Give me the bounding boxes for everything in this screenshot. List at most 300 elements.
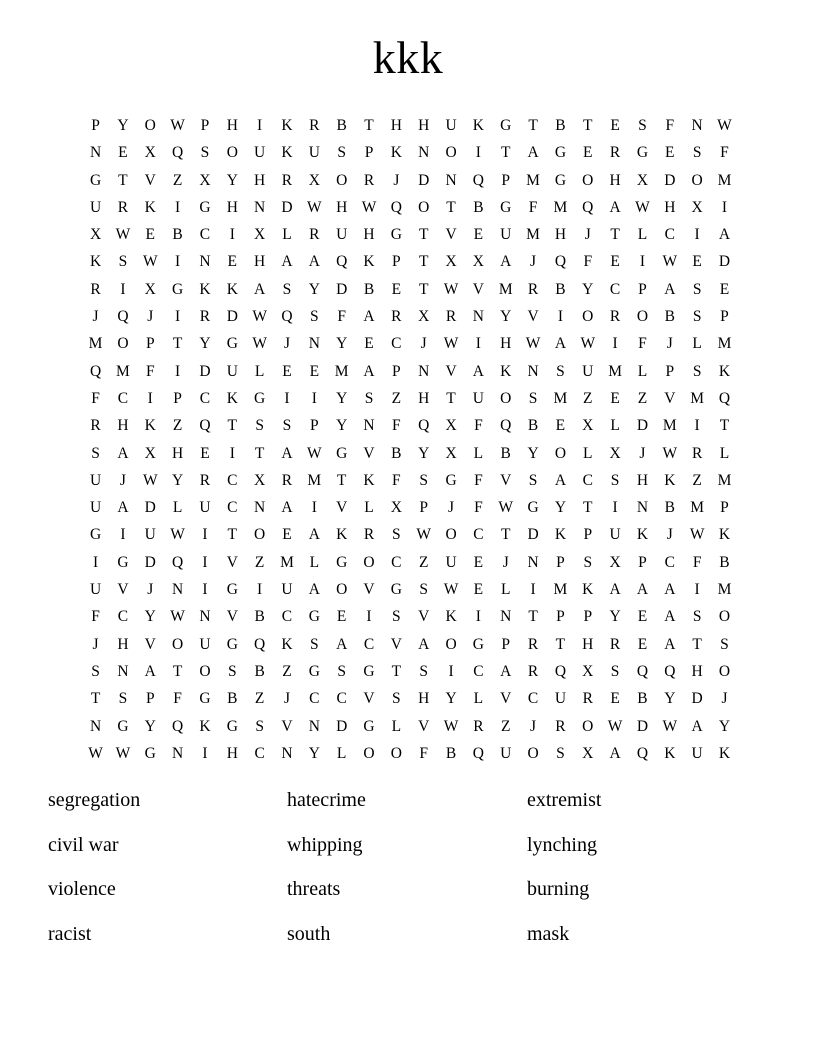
grid-letter[interactable]: I — [92, 553, 99, 571]
grid-letter[interactable]: C — [391, 335, 402, 353]
grid-letter[interactable]: S — [255, 717, 265, 735]
grid-letter[interactable]: G — [445, 471, 457, 489]
grid-letter[interactable]: K — [718, 362, 731, 380]
grid-letter[interactable]: F — [337, 308, 347, 326]
grid-letter[interactable]: I — [175, 198, 181, 216]
grid-letter[interactable]: R — [90, 280, 101, 298]
grid-letter[interactable]: K — [226, 389, 239, 407]
grid-letter[interactable]: C — [281, 608, 293, 626]
grid-letter[interactable]: W — [252, 308, 268, 326]
grid-letter[interactable]: G — [226, 335, 239, 353]
grid-letter[interactable]: A — [117, 444, 129, 462]
grid-letter[interactable]: Z — [172, 417, 183, 435]
grid-letter[interactable]: S — [282, 417, 292, 435]
grid-letter[interactable]: U — [308, 144, 321, 162]
grid-letter[interactable]: G — [390, 226, 403, 244]
grid-letter[interactable]: S — [337, 662, 347, 680]
grid-letter[interactable]: V — [144, 635, 157, 653]
grid-letter[interactable]: G — [144, 744, 157, 762]
grid-letter[interactable]: J — [393, 171, 400, 189]
grid-letter[interactable]: L — [336, 744, 347, 762]
grid-letter[interactable]: T — [446, 198, 456, 216]
grid-letter[interactable]: F — [91, 389, 101, 407]
grid-letter[interactable]: A — [500, 253, 512, 271]
grid-letter[interactable]: R — [117, 198, 129, 216]
grid-letter[interactable]: M — [662, 417, 677, 435]
grid-letter[interactable]: N — [308, 717, 321, 735]
grid-letter[interactable]: A — [636, 581, 649, 599]
grid-letter[interactable]: S — [556, 744, 565, 762]
grid-letter[interactable]: Y — [554, 499, 567, 517]
grid-letter[interactable]: O — [582, 717, 594, 735]
grid-letter[interactable]: D — [527, 526, 539, 544]
grid-letter[interactable]: P — [310, 417, 319, 435]
grid-letter[interactable]: U — [472, 389, 485, 407]
grid-letter[interactable]: J — [639, 444, 646, 462]
grid-letter[interactable]: G — [554, 144, 567, 162]
grid-letter[interactable]: X — [609, 444, 621, 462]
grid-letter[interactable]: S — [692, 280, 702, 298]
grid-letter[interactable]: W — [416, 526, 432, 544]
word-list-item[interactable]: violence — [48, 878, 116, 900]
grid-letter[interactable]: V — [363, 444, 375, 462]
grid-letter[interactable]: M — [717, 335, 732, 353]
grid-letter[interactable]: W — [170, 117, 186, 134]
grid-letter[interactable]: I — [366, 608, 372, 626]
grid-letter[interactable]: X — [609, 553, 621, 571]
grid-letter[interactable]: U — [554, 690, 567, 708]
grid-letter[interactable]: I — [448, 662, 454, 680]
grid-letter[interactable]: Y — [117, 117, 129, 134]
grid-letter[interactable]: K — [336, 526, 348, 544]
grid-letter[interactable]: S — [692, 308, 702, 326]
grid-letter[interactable]: U — [89, 499, 102, 517]
grid-letter[interactable]: F — [692, 553, 702, 571]
grid-letter[interactable]: A — [308, 253, 321, 271]
grid-letter[interactable]: P — [392, 362, 401, 380]
grid-letter[interactable]: H — [117, 635, 129, 653]
word-list-item[interactable]: segregation — [48, 789, 141, 811]
grid-letter[interactable]: S — [118, 253, 128, 271]
grid-letter[interactable]: H — [582, 635, 594, 653]
grid-letter[interactable]: C — [199, 226, 211, 244]
grid-letter[interactable]: O — [172, 635, 184, 653]
grid-letter[interactable]: G — [472, 635, 485, 653]
grid-letter[interactable]: H — [554, 226, 567, 244]
grid-letter[interactable]: I — [612, 499, 618, 517]
word-list-item[interactable]: civil war — [48, 833, 119, 856]
grid-letter[interactable]: G — [336, 553, 348, 571]
grid-letter[interactable]: P — [145, 690, 155, 708]
grid-letter[interactable]: S — [118, 690, 128, 708]
grid-letter[interactable]: I — [694, 581, 700, 599]
grid-letter[interactable]: S — [364, 389, 374, 407]
grid-letter[interactable]: M — [553, 581, 568, 599]
grid-letter[interactable]: Y — [226, 171, 239, 189]
grid-letter[interactable]: Q — [718, 389, 731, 407]
grid-letter[interactable]: Y — [527, 444, 539, 462]
grid-letter[interactable]: O — [554, 444, 567, 462]
grid-letter[interactable]: B — [172, 226, 183, 244]
grid-letter[interactable]: T — [118, 171, 128, 189]
grid-letter[interactable]: K — [281, 144, 293, 162]
grid-letter[interactable]: X — [582, 662, 594, 680]
grid-letter[interactable]: K — [226, 280, 239, 298]
grid-letter[interactable]: C — [199, 389, 211, 407]
grid-letter[interactable]: I — [530, 581, 536, 599]
grid-letter[interactable]: B — [637, 690, 648, 708]
grid-letter[interactable]: W — [443, 335, 459, 353]
word-list-item[interactable]: hatecrime — [287, 789, 366, 811]
grid-letter[interactable]: M — [690, 389, 705, 407]
grid-letter[interactable]: X — [418, 308, 430, 326]
grid-letter[interactable]: I — [257, 117, 263, 134]
grid-letter[interactable]: Y — [418, 444, 430, 462]
grid-letter[interactable]: Q — [281, 308, 293, 326]
grid-letter[interactable]: I — [257, 581, 263, 599]
grid-letter[interactable]: E — [473, 581, 484, 599]
grid-letter[interactable]: R — [609, 635, 621, 653]
grid-letter[interactable]: T — [446, 389, 456, 407]
grid-letter[interactable]: G — [336, 444, 348, 462]
grid-letter[interactable]: A — [500, 662, 512, 680]
grid-letter[interactable]: B — [719, 553, 730, 571]
grid-letter[interactable]: U — [445, 117, 457, 134]
grid-letter[interactable]: M — [498, 280, 513, 298]
grid-letter[interactable]: C — [582, 471, 594, 489]
grid-letter[interactable]: S — [720, 635, 729, 653]
grid-letter[interactable]: M — [608, 362, 623, 380]
grid-letter[interactable]: X — [390, 499, 403, 517]
grid-letter[interactable]: A — [527, 144, 539, 162]
grid-letter[interactable]: F — [583, 253, 593, 271]
grid-letter[interactable]: K — [390, 144, 403, 162]
grid-letter[interactable]: U — [199, 499, 211, 517]
grid-letter[interactable]: T — [692, 635, 703, 653]
grid-letter[interactable]: W — [498, 499, 514, 517]
grid-letter[interactable]: Q — [172, 144, 184, 162]
grid-letter[interactable]: S — [337, 144, 347, 162]
grid-letter[interactable]: D — [718, 253, 731, 271]
grid-letter[interactable]: J — [502, 553, 509, 571]
grid-letter[interactable]: V — [445, 226, 457, 244]
grid-letter[interactable]: I — [229, 444, 236, 462]
grid-letter[interactable]: V — [445, 362, 457, 380]
grid-letter[interactable]: S — [392, 526, 401, 544]
grid-letter[interactable]: A — [308, 526, 321, 544]
grid-letter[interactable]: H — [254, 253, 266, 271]
grid-letter[interactable]: T — [528, 117, 538, 134]
grid-letter[interactable]: R — [199, 308, 211, 326]
grid-letter[interactable]: O — [500, 389, 512, 407]
grid-letter[interactable]: K — [144, 198, 157, 216]
grid-letter[interactable]: U — [609, 526, 621, 544]
word-list-item[interactable]: south — [287, 922, 331, 945]
grid-letter[interactable]: I — [175, 362, 181, 380]
grid-letter[interactable]: B — [664, 499, 676, 517]
grid-letter[interactable]: N — [636, 499, 649, 517]
grid-letter[interactable]: V — [144, 171, 157, 189]
grid-letter[interactable]: Y — [144, 717, 157, 735]
grid-letter[interactable]: Q — [390, 198, 403, 216]
grid-letter[interactable]: P — [392, 253, 401, 271]
grid-letter[interactable]: A — [554, 471, 567, 489]
grid-letter[interactable]: D — [281, 198, 293, 216]
grid-letter[interactable]: V — [500, 690, 512, 708]
grid-letter[interactable]: N — [472, 308, 485, 326]
grid-letter[interactable]: D — [418, 171, 430, 189]
grid-letter[interactable]: M — [88, 335, 103, 353]
grid-letter[interactable]: D — [144, 553, 157, 571]
grid-letter[interactable]: P — [720, 308, 729, 326]
grid-letter[interactable]: U — [445, 553, 457, 571]
grid-letter[interactable]: E — [282, 526, 292, 544]
grid-letter[interactable]: H — [226, 117, 239, 134]
grid-letter[interactable]: V — [472, 280, 485, 298]
grid-letter[interactable]: Q — [117, 308, 129, 326]
grid-letter[interactable]: W — [170, 526, 186, 544]
grid-letter[interactable]: Y — [144, 608, 157, 626]
grid-letter[interactable]: T — [227, 526, 238, 544]
grid-letter[interactable]: C — [363, 635, 375, 653]
grid-letter[interactable]: J — [721, 690, 728, 708]
grid-letter[interactable]: K — [664, 744, 676, 762]
grid-letter[interactable]: X — [199, 171, 211, 189]
grid-letter[interactable]: T — [418, 253, 429, 271]
grid-letter[interactable]: F — [392, 471, 401, 489]
grid-letter[interactable]: G — [363, 662, 375, 680]
grid-letter[interactable]: A — [664, 635, 676, 653]
grid-letter[interactable]: S — [528, 471, 538, 489]
grid-letter[interactable]: S — [200, 144, 210, 162]
grid-letter[interactable]: P — [501, 635, 511, 653]
grid-letter[interactable]: I — [284, 389, 290, 407]
grid-letter[interactable]: W — [443, 717, 459, 735]
grid-letter[interactable]: B — [336, 117, 348, 134]
grid-letter[interactable]: Z — [692, 471, 703, 489]
grid-letter[interactable]: B — [473, 198, 484, 216]
grid-letter[interactable]: E — [227, 253, 238, 271]
grid-letter[interactable]: V — [226, 553, 239, 571]
grid-letter[interactable]: T — [528, 608, 538, 626]
grid-letter[interactable]: Y — [336, 389, 348, 407]
grid-letter[interactable]: Q — [582, 198, 594, 216]
grid-letter[interactable]: R — [281, 171, 293, 189]
grid-letter[interactable]: K — [445, 608, 457, 626]
grid-letter[interactable]: H — [226, 744, 239, 762]
grid-letter[interactable]: T — [172, 335, 183, 353]
grid-letter[interactable]: G — [172, 280, 184, 298]
grid-letter[interactable]: B — [363, 280, 375, 298]
grid-letter[interactable]: B — [391, 444, 402, 462]
grid-letter[interactable]: N — [445, 171, 457, 189]
grid-letter[interactable]: J — [448, 499, 455, 517]
grid-letter[interactable]: L — [637, 362, 648, 380]
grid-letter[interactable]: O — [527, 744, 539, 762]
grid-letter[interactable]: I — [202, 581, 208, 599]
grid-letter[interactable]: L — [309, 553, 320, 571]
grid-letter[interactable]: X — [445, 417, 457, 435]
grid-letter[interactable]: U — [89, 581, 102, 599]
grid-letter[interactable]: S — [419, 471, 429, 489]
grid-letter[interactable]: P — [501, 171, 511, 189]
grid-letter[interactable]: U — [500, 744, 512, 762]
grid-letter[interactable]: D — [336, 717, 348, 735]
grid-letter[interactable]: Q — [500, 417, 512, 435]
grid-letter[interactable]: X — [144, 144, 157, 162]
grid-letter[interactable]: L — [719, 444, 730, 462]
grid-letter[interactable]: S — [392, 608, 401, 626]
grid-letter[interactable]: U — [254, 144, 266, 162]
grid-letter[interactable]: T — [391, 662, 402, 680]
grid-letter[interactable]: I — [202, 553, 208, 571]
grid-letter[interactable]: G — [117, 717, 129, 735]
grid-letter[interactable]: N — [500, 608, 512, 626]
grid-letter[interactable]: E — [665, 144, 675, 162]
grid-letter[interactable]: X — [254, 471, 266, 489]
grid-letter[interactable]: E — [583, 144, 593, 162]
grid-letter[interactable]: Y — [336, 335, 348, 353]
grid-letter[interactable]: H — [254, 171, 266, 189]
grid-letter[interactable]: Y — [500, 308, 512, 326]
grid-letter[interactable]: K — [281, 635, 293, 653]
grid-letter[interactable]: A — [472, 362, 485, 380]
grid-letter[interactable]: E — [555, 417, 566, 435]
grid-letter[interactable]: C — [527, 690, 539, 708]
grid-letter[interactable]: Z — [418, 553, 429, 571]
grid-letter[interactable]: T — [227, 417, 238, 435]
grid-letter[interactable]: E — [719, 280, 730, 298]
grid-letter[interactable]: I — [557, 308, 564, 326]
grid-letter[interactable]: X — [445, 444, 457, 462]
grid-letter[interactable]: Y — [718, 717, 731, 735]
grid-letter[interactable]: T — [610, 226, 621, 244]
grid-letter[interactable]: F — [665, 117, 675, 134]
grid-letter[interactable]: Y — [664, 690, 676, 708]
grid-letter[interactable]: P — [91, 117, 101, 134]
grid-letter[interactable]: Q — [172, 717, 184, 735]
grid-letter[interactable]: H — [336, 198, 348, 216]
grid-letter[interactable]: Q — [636, 744, 649, 762]
grid-letter[interactable]: L — [473, 444, 484, 462]
grid-letter[interactable]: R — [199, 471, 211, 489]
grid-letter[interactable]: C — [227, 499, 238, 517]
grid-letter[interactable]: I — [612, 335, 618, 353]
grid-letter[interactable]: R — [363, 171, 375, 189]
grid-letter[interactable]: P — [556, 608, 565, 626]
grid-letter[interactable]: S — [91, 662, 101, 680]
grid-letter[interactable]: S — [282, 280, 292, 298]
grid-letter[interactable]: O — [718, 662, 731, 680]
grid-letter[interactable]: O — [445, 635, 457, 653]
grid-letter[interactable]: W — [662, 444, 678, 462]
grid-letter[interactable]: Z — [172, 171, 183, 189]
grid-letter[interactable]: S — [310, 308, 319, 326]
grid-letter[interactable]: T — [583, 117, 593, 134]
grid-letter[interactable]: H — [390, 117, 403, 134]
grid-letter[interactable]: O — [363, 553, 375, 571]
grid-letter[interactable]: G — [308, 662, 321, 680]
word-search-grid[interactable] — [82, 112, 738, 767]
grid-letter[interactable]: D — [336, 280, 348, 298]
grid-letter[interactable]: R — [527, 662, 539, 680]
grid-letter[interactable]: J — [666, 526, 673, 544]
grid-letter[interactable]: E — [336, 608, 347, 626]
grid-letter[interactable]: O — [117, 335, 129, 353]
grid-letter[interactable]: P — [720, 499, 729, 517]
grid-letter[interactable]: O — [636, 308, 649, 326]
grid-letter[interactable]: P — [364, 144, 374, 162]
grid-letter[interactable]: J — [584, 226, 591, 244]
grid-letter[interactable]: X — [582, 744, 594, 762]
grid-letter[interactable]: O — [418, 198, 430, 216]
grid-letter[interactable]: N — [527, 553, 539, 571]
grid-letter[interactable]: N — [89, 717, 102, 735]
grid-letter[interactable]: P — [583, 526, 593, 544]
grid-letter[interactable]: K — [664, 471, 676, 489]
grid-letter[interactable]: B — [227, 690, 238, 708]
grid-letter[interactable]: M — [526, 226, 541, 244]
grid-letter[interactable]: L — [172, 499, 183, 517]
grid-letter[interactable]: L — [391, 717, 402, 735]
grid-letter[interactable]: M — [307, 471, 322, 489]
grid-letter[interactable]: V — [418, 608, 430, 626]
grid-letter[interactable]: S — [255, 417, 265, 435]
grid-letter[interactable]: A — [363, 308, 375, 326]
grid-letter[interactable]: N — [254, 198, 266, 216]
grid-letter[interactable]: L — [282, 226, 292, 244]
grid-letter[interactable]: N — [527, 362, 539, 380]
grid-letter[interactable]: X — [144, 280, 157, 298]
grid-letter[interactable]: H — [500, 335, 512, 353]
grid-letter[interactable]: W — [525, 335, 541, 353]
grid-letter[interactable]: J — [530, 717, 537, 735]
grid-letter[interactable]: D — [144, 499, 157, 517]
grid-letter[interactable]: E — [610, 389, 621, 407]
grid-letter[interactable]: Y — [199, 335, 211, 353]
grid-letter[interactable]: A — [718, 226, 731, 244]
grid-letter[interactable]: W — [607, 717, 623, 735]
grid-letter[interactable]: Z — [637, 389, 648, 407]
grid-letter[interactable]: W — [443, 581, 459, 599]
grid-letter[interactable]: K — [89, 253, 102, 271]
grid-letter[interactable]: K — [636, 526, 649, 544]
grid-letter[interactable]: V — [363, 581, 375, 599]
grid-letter[interactable]: R — [445, 308, 457, 326]
grid-letter[interactable]: U — [500, 226, 512, 244]
grid-letter[interactable]: Q — [636, 662, 649, 680]
grid-letter[interactable]: R — [391, 308, 402, 326]
grid-letter[interactable]: G — [636, 144, 649, 162]
grid-letter[interactable]: G — [390, 581, 403, 599]
grid-letter[interactable]: Q — [172, 553, 184, 571]
grid-letter[interactable]: D — [664, 171, 676, 189]
grid-letter[interactable]: W — [443, 280, 459, 298]
grid-letter[interactable]: X — [445, 253, 457, 271]
word-list-item[interactable]: racist — [48, 922, 92, 945]
grid-letter[interactable]: B — [445, 744, 457, 762]
grid-letter[interactable]: L — [583, 444, 593, 462]
grid-letter[interactable]: V — [363, 690, 375, 708]
grid-letter[interactable]: I — [475, 608, 482, 626]
grid-letter[interactable]: I — [475, 144, 482, 162]
grid-letter[interactable]: Z — [391, 389, 402, 407]
grid-letter[interactable]: W — [142, 471, 158, 489]
grid-letter[interactable]: I — [147, 389, 154, 407]
word-list-item[interactable]: burning — [527, 878, 590, 900]
grid-letter[interactable]: Y — [308, 280, 321, 298]
grid-letter[interactable]: B — [254, 608, 265, 626]
